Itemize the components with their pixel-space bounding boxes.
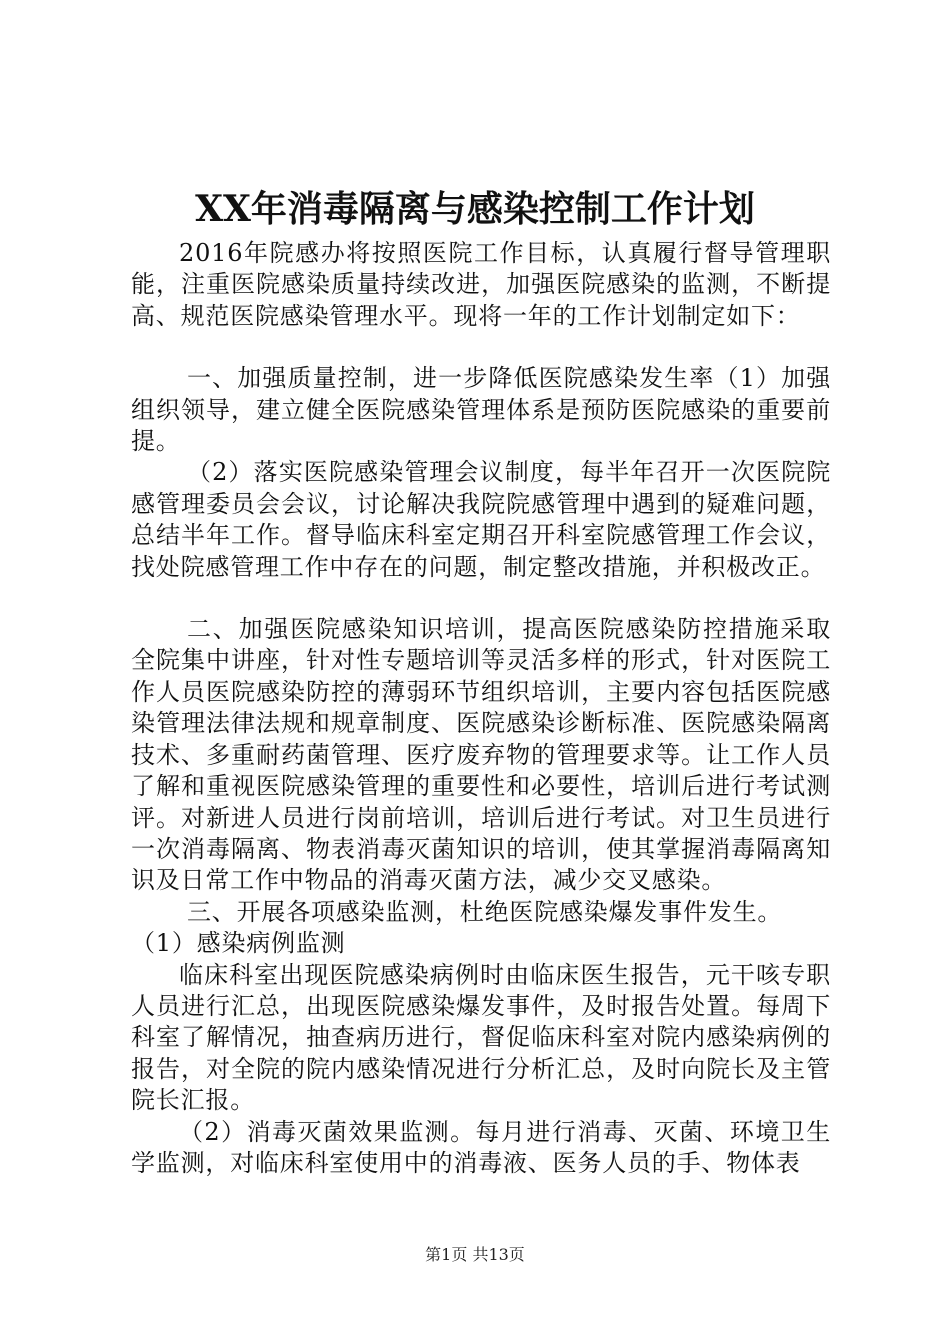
paragraph-gap	[131, 332, 831, 363]
section-3-heading: 三、开展各项感染监测，杜绝医院感染爆发事件发生。	[187, 897, 783, 926]
section-3-item-1-paragraph: 临床科室出现医院感染病例时由临床医生报告，元干咳专职人员进行汇总，出现医院感染爆发事件，及时报告处置。每周下科室了解情况，抽查病历进行，督促临床科室对院内感染病例的报告，对全院的院内感染情况进行分析汇总，及时向院长及主管院长汇报。	[131, 960, 831, 1115]
document-title: XX年消毒隔离与感染控制工作计划	[195, 188, 755, 230]
section-3-item-2-paragraph: （2）消毒灭菌效果监测。每月进行消毒、灭菌、环境卫生学监测，对临床科室使用中的消毒液、医务人员的手、物体表	[131, 1117, 831, 1177]
section-1-item-2-paragraph: （2）落实医院感染管理会议制度，每半年召开一次医院院感管理委员会会议，讨论解决我院院感管理中遇到的疑难问题，总结半年工作。督导临床科室定期召开科室院感管理工作会议，找处院感管理工作中存在的问题，制定整改措施，并积极改正。	[131, 458, 831, 581]
section-2-paragraph: 二、加强医院感染知识培训，提高医院感染防控措施采取全院集中讲座，针对性专题培训等灵活多样的形式，针对医院工作人员医院感染防控的薄弱环节组织培训，主要内容包括医院感染管理法律法规和规章制度、医院感染诊断标准、医院感染隔离技术、多重耐药菌管理、医疗废弃物的管理要求等。让工作人员了解和重视医院感染管理的重要性和必要性，培训后进行考试测评。对新进人员进行岗前培训，培训后进行考试。对卫生员进行一次消毒隔离、物表消毒灭菌知识的培训，使其掌握消毒隔离知识及日常工作中物品的消毒灭菌方法，减少交叉感染。	[131, 615, 831, 895]
intro-paragraph: 2016年院感办将按照医院工作目标，认真履行督导管理职能，注重医院感染质量持续改进，加强医院感染的监测，不断提高、规范医院感染管理水平。现将一年的工作计划制定如下：	[131, 239, 831, 330]
paragraph-gap	[131, 583, 831, 614]
document-body	[131, 238, 831, 1179]
page-footer: 第1页 共13页	[425, 1245, 525, 1264]
section-3-item-1-title: （1）感染病例监测	[131, 929, 346, 958]
section-1-paragraph: 一、加强质量控制，进一步降低医院感染发生率（1）加强组织领导，建立健全医院感染管理体系是预防医院感染的重要前提。	[131, 364, 831, 456]
